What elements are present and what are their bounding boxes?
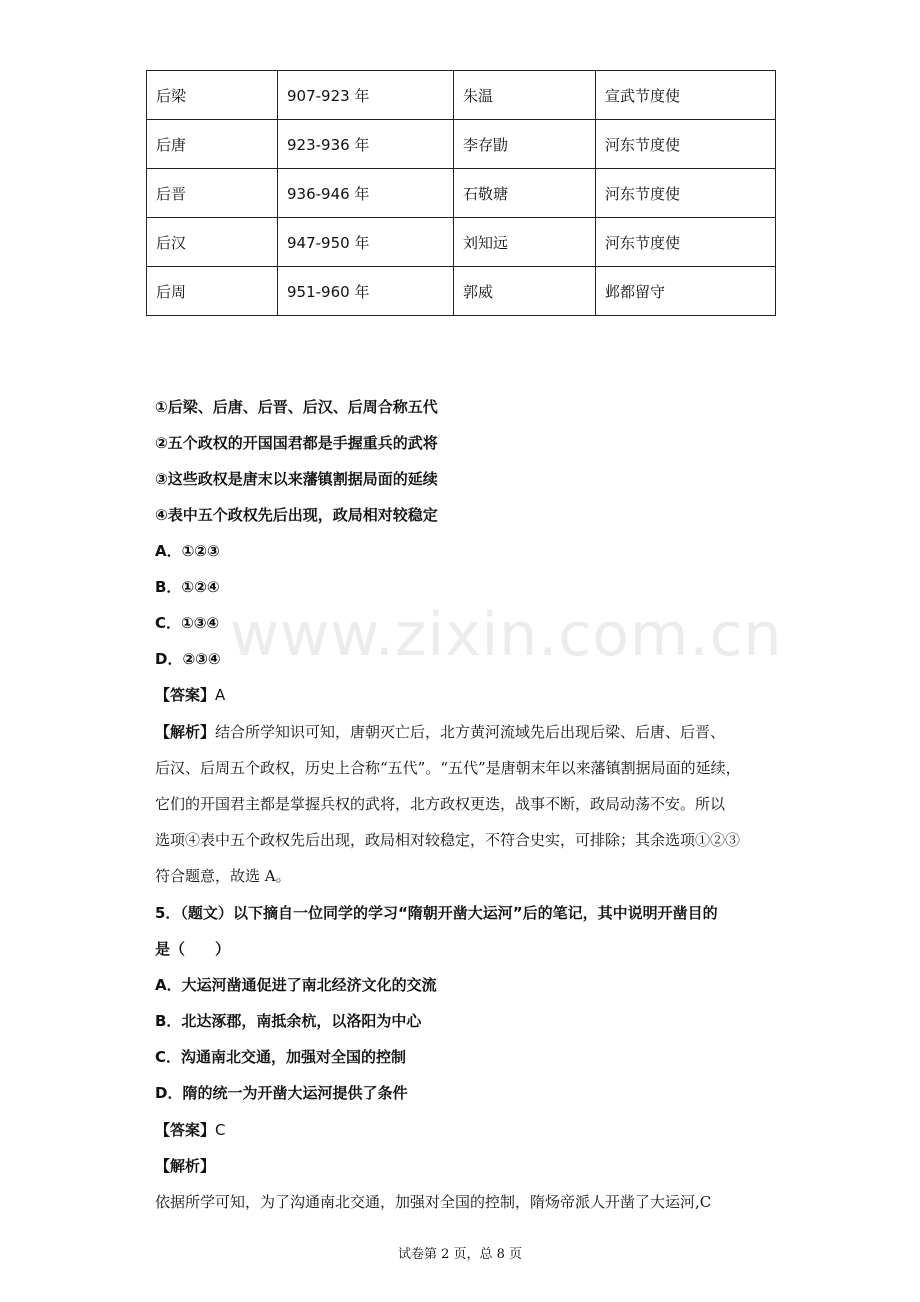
option-c: C．①③④ — [155, 614, 220, 632]
table-cell: 朱温 — [454, 71, 596, 120]
answer-label: 【答案】 — [155, 686, 216, 704]
q5-option-d: D．隋的统一为开凿大运河提供了条件 — [155, 1084, 408, 1102]
table-row — [147, 169, 776, 218]
option-b: B．①②④ — [155, 578, 220, 596]
table-cell: 951-960 年 — [278, 267, 454, 316]
table-cell: 刘知远 — [454, 218, 596, 267]
option-d: D．②③④ — [155, 650, 221, 668]
q5-analysis-text: 依据所学可知，为了沟通南北交通，加强对全国的控制，隋炀帝派人开凿了大运河,C — [155, 1193, 712, 1211]
q5-stem-line-1: 5．（题文）以下摘自一位同学的学习“隋朝开凿大运河”后的笔记，其中说明开凿目的 — [155, 904, 718, 922]
table-row — [147, 218, 776, 267]
table-cell: 郭威 — [454, 267, 596, 316]
statement-4: ④表中五个政权先后出现，政局相对较稳定 — [155, 506, 438, 524]
table-cell: 后汉 — [147, 218, 278, 267]
watermark: www.zixin.com.cn — [230, 600, 783, 670]
table-cell: 邺都留守 — [596, 267, 776, 316]
table-cell: 河东节度使 — [596, 169, 776, 218]
q5-answer-row — [155, 1119, 226, 1140]
table-cell: 李存勖 — [454, 120, 596, 169]
table-cell: 907-923 年 — [278, 71, 454, 120]
q5-option-c: C．沟通南北交通，加强对全国的控制 — [155, 1048, 407, 1066]
answer-value: A — [215, 686, 226, 704]
table-cell: 后唐 — [147, 120, 278, 169]
q5-answer-value: C — [215, 1121, 226, 1139]
table-cell: 石敬瑭 — [454, 169, 596, 218]
table-cell: 923-936 年 — [278, 120, 454, 169]
q5-option-a: A．大运河凿通促进了南北经济文化的交流 — [155, 976, 437, 994]
table-cell: 河东节度使 — [596, 218, 776, 267]
analysis-row-4: 选项④表中五个政权先后出现，政局相对较稳定，不符合史实，可排除；其余选项①②③ — [155, 831, 741, 849]
analysis-row-3: 它们的开国君主都是掌握兵权的武将，北方政权更迭，战事不断，政局动荡不安。所以 — [155, 795, 726, 813]
q5-answer-label: 【答案】 — [155, 1121, 216, 1139]
table-cell: 947-950 年 — [278, 218, 454, 267]
analysis-row-2: 后汉、后周五个政权，历史上合称“五代”。“五代”是唐朝末年以来藩镇割据局面的延续， — [155, 759, 741, 777]
analysis-text: 结合所学知识可知，唐朝灭亡后，北方黄河流域先后出现后梁、后唐、后晋、 — [215, 723, 726, 741]
table-cell: 河东节度使 — [596, 120, 776, 169]
q5-stem-line-2: 是（ ） — [155, 940, 231, 958]
analysis-label: 【解析】 — [155, 723, 216, 741]
statement-2: ②五个政权的开国国君都是手握重兵的武将 — [155, 434, 438, 452]
answer-row — [155, 684, 225, 705]
dynasty-table — [146, 70, 776, 316]
analysis-row-1 — [155, 721, 725, 742]
analysis-row-5: 符合题意，故选 A。 — [155, 867, 291, 885]
table-row — [147, 71, 776, 120]
statement-1: ①后梁、后唐、后晋、后汉、后周合称五代 — [155, 398, 438, 416]
table-cell: 宣武节度使 — [596, 71, 776, 120]
table-cell: 936-946 年 — [278, 169, 454, 218]
table-cell: 后晋 — [147, 169, 278, 218]
table-row — [147, 267, 776, 316]
option-a: A．①②③ — [155, 542, 220, 560]
table-row — [147, 120, 776, 169]
q5-analysis-label: 【解析】 — [155, 1157, 216, 1175]
statement-3: ③这些政权是唐末以来藩镇割据局面的延续 — [155, 470, 438, 488]
table-cell: 后周 — [147, 267, 278, 316]
page-footer: 试卷第 2 页，总 8 页 — [397, 1247, 523, 1262]
q5-option-b: B．北达涿郡，南抵余杭，以洛阳为中心 — [155, 1012, 422, 1030]
table-cell: 后梁 — [147, 71, 278, 120]
